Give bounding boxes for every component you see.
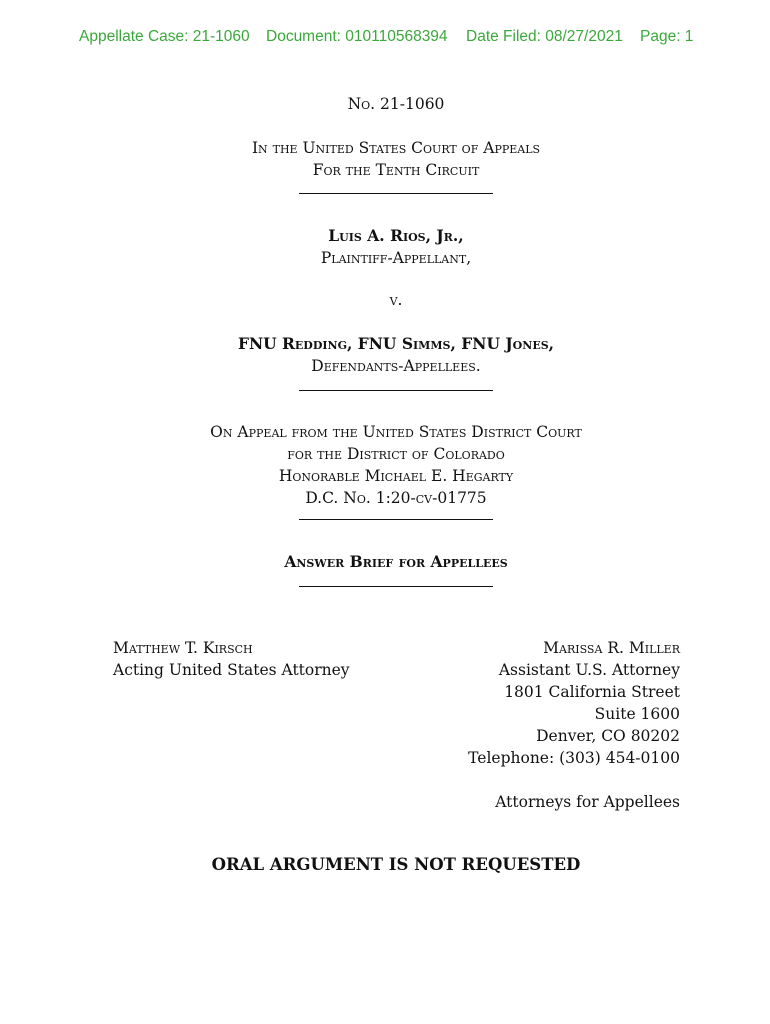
appeal-line-1: On Appeal from the United States District Court (210, 423, 582, 441)
appeal-line-2: for the District of Colorado (287, 445, 505, 463)
plaintiff-block (0, 225, 770, 269)
appeal-line-4: D.C. No. 1:20-cv-01775 (305, 489, 487, 507)
oral-argument-notice: ORAL ARGUMENT IS NOT REQUESTED (211, 855, 581, 874)
attorney-left-name: Matthew T. Kirsch (113, 639, 253, 657)
filing-stamp-header (0, 28, 770, 48)
stamp-document-number: Document: 010110568394 (266, 28, 448, 45)
attorney-right-suite: Suite 1600 (594, 705, 680, 723)
plaintiff-name: Luis A. Rios, Jr., (328, 226, 464, 245)
attorney-right-phone: Telephone: (303) 454-0100 (468, 749, 680, 767)
defendants-role: Defendants-Appellees. (311, 357, 481, 375)
defendants-block (0, 333, 770, 377)
court-line-1: In the United States Court of Appeals (251, 139, 541, 157)
divider-4 (0, 586, 770, 587)
court-line-2: For the Tenth Circuit (312, 161, 480, 179)
attorney-right-block (468, 637, 680, 813)
attorney-right-city: Denver, CO 80202 (536, 727, 680, 745)
attorney-left-block (113, 637, 350, 681)
defendants-names: FNU Redding, FNU Simms, FNU Jones, (237, 334, 555, 353)
appeal-block (0, 421, 770, 509)
attorneys-for-appellees: Attorneys for Appellees (495, 793, 680, 811)
plaintiff-role: Plaintiff-Appellant, (320, 249, 472, 267)
stamp-page-number: Page: 1 (640, 28, 694, 45)
case-number: No. 21-1060 (347, 95, 445, 113)
divider-2 (0, 390, 770, 391)
stamp-case-number: Appellate Case: 21-1060 (79, 28, 250, 45)
attorney-right-name: Marissa R. Miller (543, 639, 680, 657)
stamp-date-filed: Date Filed: 08/27/2021 (466, 28, 623, 45)
court-name (0, 137, 770, 181)
appeal-line-3: Honorable Michael E. Hegarty (278, 467, 514, 485)
attorney-left-title: Acting United States Attorney (113, 661, 350, 679)
attorney-right-title: Assistant U.S. Attorney (498, 661, 680, 679)
versus: v. (389, 291, 403, 309)
divider-1 (0, 193, 770, 194)
brief-title: Answer Brief for Appellees (284, 552, 508, 571)
divider-3 (0, 519, 770, 520)
attorney-right-street: 1801 California Street (504, 683, 680, 701)
